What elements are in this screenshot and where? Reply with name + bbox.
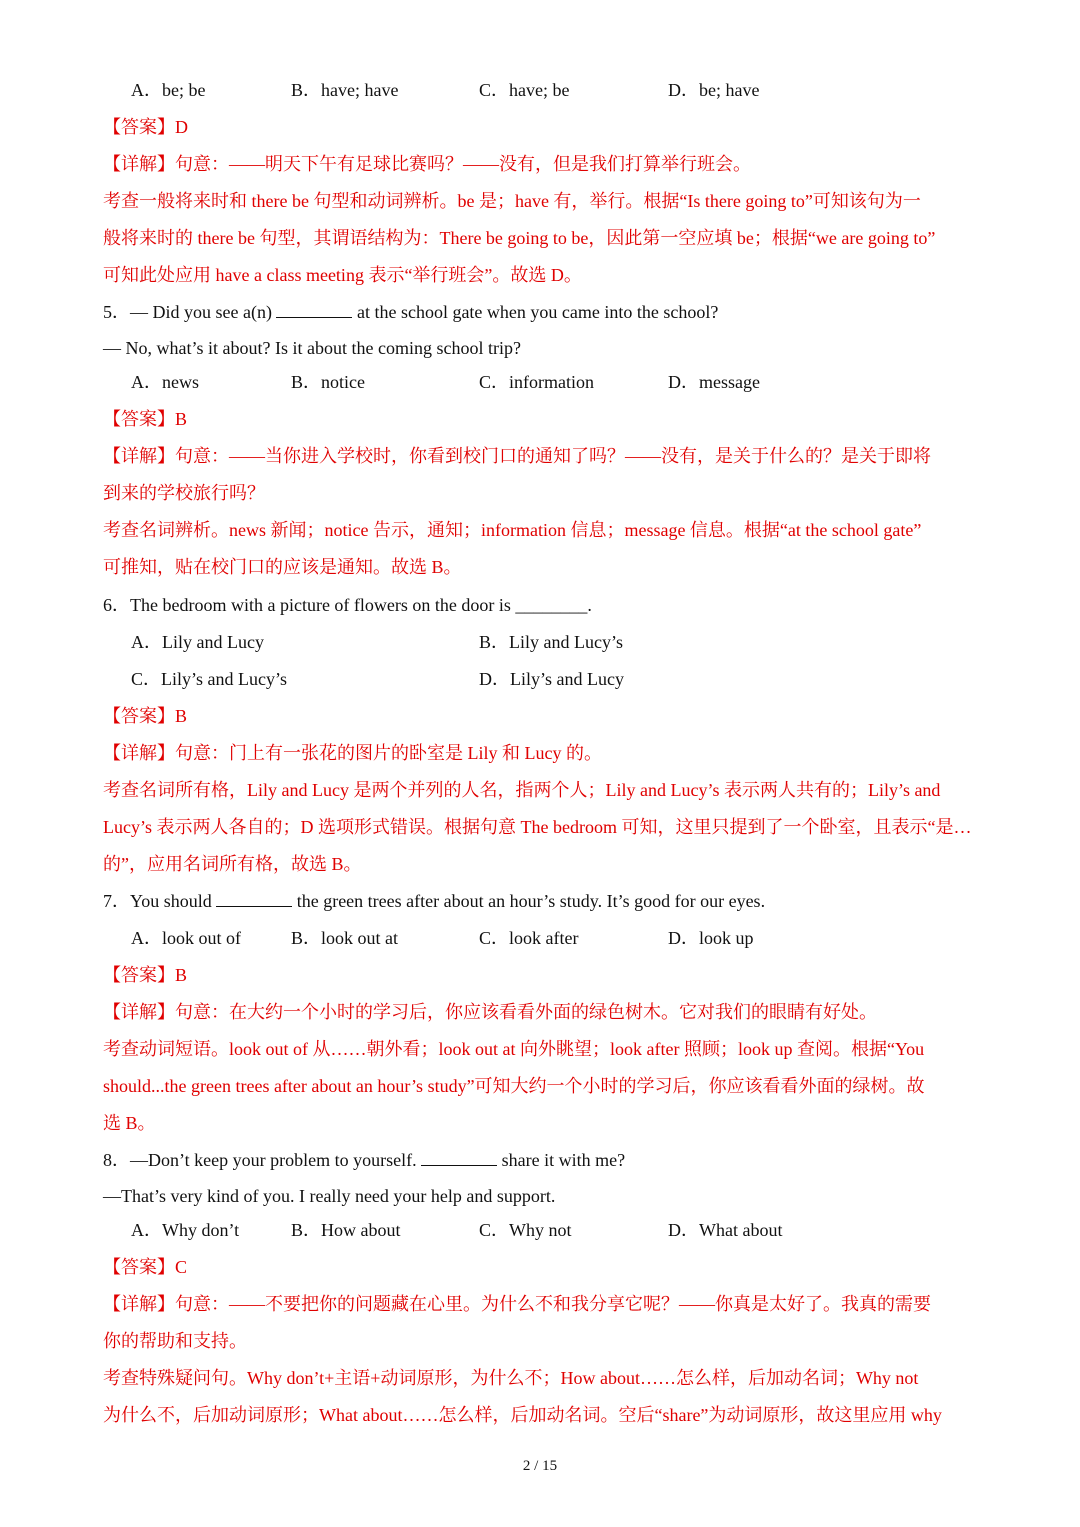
- q6-option-b: B．Lily and Lucy’s: [479, 632, 623, 652]
- q6-explanation-line: 考查名词所有格，Lily and Lucy 是两个并列的人名，指两个人；Lily and Lucy’s 表示两人共有的；Lily’s and: [103, 780, 941, 800]
- q5-stem: [103, 300, 977, 324]
- q8-explanation-line: 考查特殊疑问句。Why don’t+主语+动词原形，为什么不；How about……怎么样，后加动名词；Why not: [103, 1368, 919, 1388]
- q7-blank: [216, 890, 292, 907]
- q6-option-c: C．Lily’s and Lucy’s: [131, 669, 287, 689]
- q6-stem: 6．The bedroom with a picture of flowers on the door is ________.: [103, 595, 592, 615]
- q4-option-b: B．have; have: [291, 80, 399, 100]
- q5-explanation-line: 【详解】句意：——当你进入学校时，你看到校门口的通知了吗？——没有，是关于什么的？是关于即将: [103, 446, 931, 466]
- q6-answer: 【答案】B: [103, 706, 188, 726]
- q7-stem-before: 7．You should: [103, 891, 217, 911]
- q5-option-b: B．notice: [291, 372, 365, 392]
- q5-option-d: D．message: [668, 372, 760, 392]
- q8-option-a: A．Why don’t: [131, 1220, 240, 1240]
- q5-stem-before: 5．— Did you see a(n): [103, 302, 277, 322]
- q7-explanation-line: 【详解】句意：在大约一个小时的学习后，你应该看看外面的绿色树木。它对我们的眼睛有好处。: [103, 1002, 877, 1022]
- q7-option-a: A．look out of: [131, 928, 241, 948]
- q8-answer: 【答案】C: [103, 1257, 188, 1277]
- page-number: 2 / 15: [522, 1458, 558, 1474]
- q8-explanation-line: 【详解】句意：——不要把你的问题藏在心里。为什么不和我分享它呢？——你真是太好了。我真的需要: [103, 1294, 931, 1314]
- q4-answer: 【答案】D: [103, 117, 188, 137]
- q4-option-c: C．have; be: [479, 80, 570, 100]
- q5-option-a: A．news: [131, 372, 199, 392]
- q7-stem-after: the green trees after about an hour’s study. It’s good for our eyes.: [292, 891, 766, 911]
- q4-option-a: A．be; be: [131, 80, 206, 100]
- q8-option-c: C．Why not: [479, 1220, 572, 1240]
- q8-explanation-line: 你的帮助和支持。: [103, 1331, 247, 1351]
- q5-explanation-line: 到来的学校旅行吗？: [103, 483, 265, 503]
- q8-blank: [421, 1149, 497, 1166]
- q7-explanation-line: 选 B。: [103, 1113, 156, 1133]
- q4-option-d: D．be; have: [668, 80, 760, 100]
- q5-explanation-line: 考查名词辨析。news 新闻；notice 告示，通知；information 信息；message 信息。根据“at the school gate”: [103, 520, 922, 540]
- q4-explanation-line: 【详解】句意：——明天下午有足球比赛吗？——没有，但是我们打算举行班会。: [103, 154, 751, 174]
- q5-reply: — No, what’s it about? Is it about the coming school trip?: [103, 338, 521, 358]
- q8-explanation-line: 为什么不，后加动词原形；What about……怎么样，后加动名词。空后“share”为动词原形，故这里应用 why: [103, 1405, 942, 1425]
- q5-explanation-line: 可推知，贴在校门口的应该是通知。故选 B。: [103, 557, 462, 577]
- q5-stem-after: at the school gate when you came into the school?: [352, 302, 719, 322]
- q7-stem: [103, 889, 977, 913]
- q6-explanation-line: Lucy’s 表示两人各自的；D 选项形式错误。根据句意 The bedroom 可知，这里只提到了一个卧室，且表示“是…: [103, 817, 972, 837]
- q6-option-a: A．Lily and Lucy: [131, 632, 264, 652]
- q4-explanation-line: 考查一般将来时和 there be 句型和动词辨析。be 是；have 有，举行。根据“Is there going to”可知该句为一: [103, 191, 921, 211]
- q6-option-d: D．Lily’s and Lucy: [479, 669, 624, 689]
- q6-explanation-line: 【详解】句意：门上有一张花的图片的卧室是 Lily 和 Lucy 的。: [103, 743, 602, 763]
- q8-stem-before: 8．—Don’t keep your problem to yourself.: [103, 1150, 422, 1170]
- q7-answer: 【答案】B: [103, 965, 188, 985]
- q5-option-c: C．information: [479, 372, 594, 392]
- q8-reply: —That’s very kind of you. I really need your help and support.: [103, 1186, 556, 1206]
- q5-answer: 【答案】B: [103, 409, 188, 429]
- q7-option-b: B．look out at: [291, 928, 398, 948]
- q5-blank: [276, 301, 352, 318]
- q8-stem: [103, 1148, 977, 1172]
- q7-option-d: D．look up: [668, 928, 754, 948]
- q6-explanation-line: 的”，应用名词所有格，故选 B。: [103, 854, 362, 874]
- q7-option-c: C．look after: [479, 928, 579, 948]
- q7-explanation-line: should...the green trees after about an hour’s study”可知大约一个小时的学习后，你应该看看外面的绿树。故: [103, 1076, 925, 1096]
- q8-option-d: D．What about: [668, 1220, 783, 1240]
- q8-option-b: B．How about: [291, 1220, 401, 1240]
- q7-explanation-line: 考查动词短语。look out of 从……朝外看；look out at 向外眺望；look after 照顾；look up 查阅。根据“You: [103, 1039, 925, 1059]
- q8-stem-after: share it with me?: [497, 1150, 626, 1170]
- q4-explanation-line: 般将来时的 there be 句型，其谓语结构为：There be going to be，因此第一空应填 be；根据“we are going to”: [103, 228, 936, 248]
- q4-explanation-line: 可知此处应用 have a class meeting 表示“举行班会”。故选 D。: [103, 265, 582, 285]
